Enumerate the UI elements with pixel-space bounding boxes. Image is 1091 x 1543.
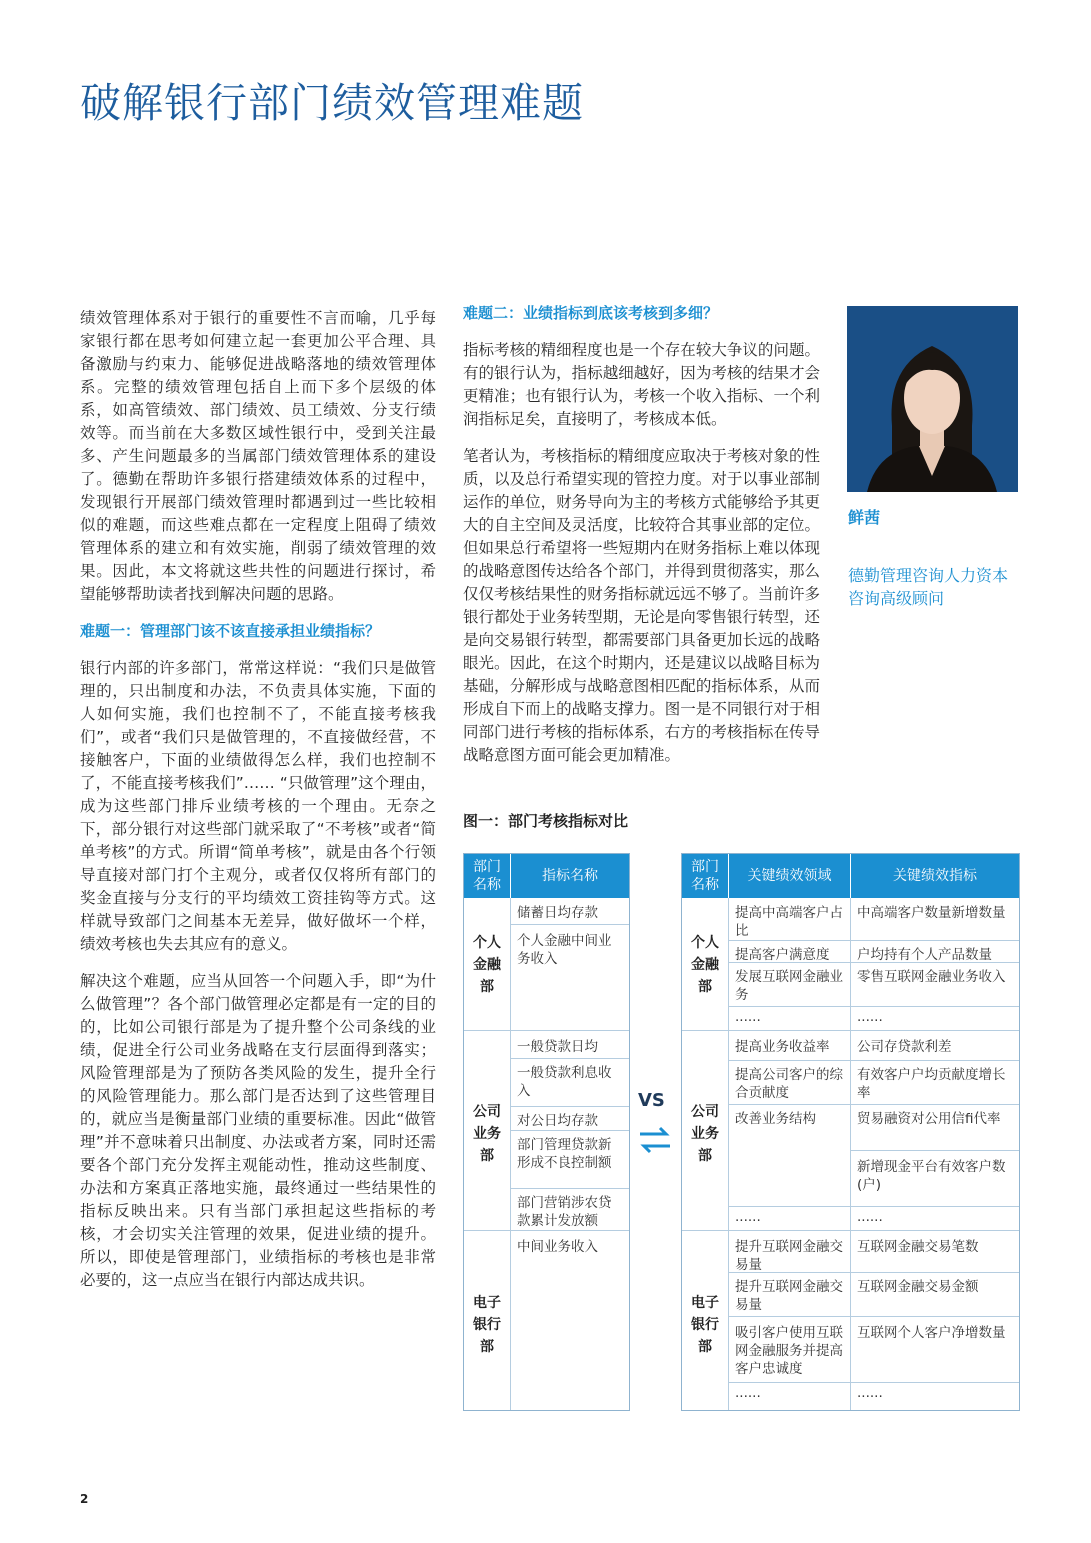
indicator-cell: 中间业务收入 [517,1239,598,1255]
dept-personal-finance: 个人 金融 部 [691,935,719,995]
divider [729,1382,1019,1383]
divider [511,1106,629,1107]
header-kpi: 关键绩效指标 [851,854,1019,898]
kpa-cell: 发展互联网金融业务 [735,969,843,1003]
kpi-cell: 新增现金平台有效客户数(户) [857,1159,1006,1193]
author-name: 鲜茜 [848,508,881,527]
divider [464,1030,629,1031]
kpa-cell: 提升互联网金融交易量 [735,1279,843,1313]
indicator-cell: 储蓄日均存款 [517,905,598,921]
kpa-cell: 改善业务结构 [735,1111,816,1127]
header-dept-name: 部门 名称 [682,854,728,898]
section-heading-2: 难题二：业绩指标到底该考核到多细？ [463,304,719,322]
kpi-cell: 公司存贷款利差 [857,1039,952,1055]
section-heading-1: 难题一：管理部门该不该直接承担业绩指标？ [80,622,381,640]
right-kpi-table [681,853,1020,1411]
header-indicator-name: 指标名称 [511,854,629,898]
ellipsis-cell: ······ [857,1013,883,1029]
dept-personal-finance: 个人 金融 部 [473,935,501,995]
kpa-cell: 提高业务收益率 [735,1039,830,1055]
author-photo [847,306,1018,492]
paragraph: 笔者认为，考核指标的精细度应取决于考核对象的性质，以及总行希望实现的管控力度。对于以事业部制运作的单位，财务导向为主的考核方式能够给予其更大的自主空间及灵活度，比较符合其事业部的定位。但如果总行希望将一些短期内在财务指标上难以体现的战略意图传达给各个部门，并得到贯彻落实，那么仅仅考核结果性的财务指标就远远不够了。当前许多银行都处于业务转型期，无论是向零售银行转型，还是向交易银行转型，都需要部门具备更加长远的战略眼光。因此，在这个时期内，还是建议以战略目标为基础，分解形成与战略意图相匹配的指标体系，从而形成自下而上的战略支撑力。图一是不同银行对于相同部门进行考核的指标体系，右方的考核指标在传导战略意图方面可能会更加精准。 [463,447,820,764]
kpi-cell: 贸易融资对公用信fi代率 [857,1111,1001,1127]
column-left [80,307,436,1306]
paragraph: 解决这个难题，应当从回答一个问题入手，即“为什么做管理”？各个部门做管理必定都是有一定的目的的，比如公司银行部是为了提升整个公司条线的业绩，促进全行公司业务战略在支行层面得到落实；风险管理部是为了预防各类风险的发生，提升全行的风险管理能力。那么部门是否达到了这些管理目的，就应当是衡量部门业绩的重要标准。因此“做管理”并不意味着只出制度、办法或者方案，同时还需要各个部门充分发挥主观能动性，推动这些制度、办法和方案真正落地实施，最终通过一些结果性的指标反映出来。只有当部门承担起这些指标的考核，才会切实关注管理的效果，促进业绩的提升。所以，即使是管理部门，业绩指标的考核也是非常必要的，这一点应当在银行内部达成共识。 [80,972,436,1289]
kpi-cell: 中高端客户数量新增数量 [857,905,1006,921]
kpi-cell: 互联网个人客户净增数量 [857,1325,1006,1341]
dept-e-banking: 电子 银行 部 [473,1295,501,1355]
kpa-cell: 提高中高端客户占比 [735,905,843,939]
kpa-cell: 吸引客户使用互联网金融服务并提高客户忠诚度 [735,1325,843,1377]
paragraph: 银行内部的许多部门，常常这样说：“我们只是做管理的，只出制度和办法，不负责具体实施，下面的人如何实施，我们也控制不了，不能直接考核我们”，或者“我们只是做管理的，不直接做经营，不接触客户，下面的业绩做得怎么样，我们也控制不了，不能直接考核我们”…… “只做管理”这个理由，成为这些部门排斥业绩考核的一个理由。无奈之下，部分银行对这些部门就采取了“不考核”或者“简单考核”的方式。所谓“简单考核”，就是由各个行领导直接对部门打个主观分，或者仅仅将所有部门的奖金直接与分支行的平均绩效工资挂钩等方式。这样就导致部门之间基本无差异，做好做坏一个样，绩效考核也失去其应有的意义。 [80,659,436,953]
divider [851,1150,1019,1151]
kpi-cell: 互联网金融交易笔数 [857,1239,979,1255]
indicator-cell: 部门营销涉农贷款累计发放额 [517,1195,612,1229]
indicator-cell: 部门管理贷款新形成不良控制额 [517,1137,612,1171]
exchange-arrows-icon [638,1125,672,1155]
column-middle [463,302,820,781]
dept-e-banking: 电子 银行 部 [691,1295,719,1355]
indicator-cell: 一般贷款利息收入 [517,1065,612,1099]
ellipsis-cell: ······ [735,1213,761,1229]
intro-paragraph: 绩效管理体系对于银行的重要性不言而喻，几乎每家银行都在思考如何建立起一套更加公平合理、具备激励与约束力、能够促进战略落地的绩效管理体系。完整的绩效管理包括自上而下多个层级的体系，如高管绩效、部门绩效、员工绩效、分支行绩效等。而当前在大多数区域性银行中，受到关注最多、产生问题最多的当属部门绩效管理体系的建设了。德勤在帮助许多银行搭建绩效体系的过程中，发现银行开展部门绩效管理时都遇到过一些比较相似的难题，而这些难点都在一定程度上阻碍了绩效管理体系的建立和有效实施，削弱了绩效管理的效果。因此，本文将就这些共性的问题进行探讨，希望能够帮助读者找到解决问题的思路。 [80,309,436,603]
author-title: 德勤管理咨询人力资本咨询高级顾问 [848,566,1009,608]
figure-title: 图一：部门考核指标对比 [463,812,629,830]
header-kpa: 关键绩效领域 [729,854,850,898]
ellipsis-cell: ······ [857,1213,883,1229]
header-dept-name: 部门 名称 [464,854,510,898]
kpa-cell: 提高公司客户的综合贡献度 [735,1067,843,1101]
kpi-cell: 互联网金融交易金额 [857,1279,979,1295]
ellipsis-cell: ······ [735,1389,761,1405]
indicator-cell: 个人金融中间业务收入 [517,933,612,967]
vs-label: VS [638,1090,665,1111]
ellipsis-cell: ······ [735,1013,761,1029]
paragraph: 指标考核的精细程度也是一个存在较大争议的问题。有的银行认为，指标越细越好，因为考核的结果才会更精准；也有银行认为，考核一个收入指标、一个利润指标足矣，直接明了，考核成本低。 [463,341,820,428]
kpi-cell: 有效客户户均贡献度增长率 [857,1067,1006,1101]
left-indicator-table [463,853,630,1411]
divider [511,1188,629,1189]
dept-corporate: 公司 业务 部 [473,1104,501,1164]
kpi-cell: 户均持有个人产品数量 [857,947,992,963]
article-title: 破解银行部门绩效管理难题 [80,79,584,127]
kpi-cell: 零售互联网金融业务收入 [857,969,1006,985]
indicator-cell: 对公日均存款 [517,1113,598,1129]
dept-corporate: 公司 业务 部 [691,1104,719,1164]
kpa-cell: 提升互联网金融交易量 [735,1239,843,1273]
ellipsis-cell: ······ [857,1389,883,1405]
indicator-cell: 一般贷款日均 [517,1039,598,1055]
page-number: 2 [80,1492,89,1506]
divider [729,1206,1019,1207]
kpa-cell: 提高客户满意度 [735,947,830,963]
divider [729,1060,1019,1061]
